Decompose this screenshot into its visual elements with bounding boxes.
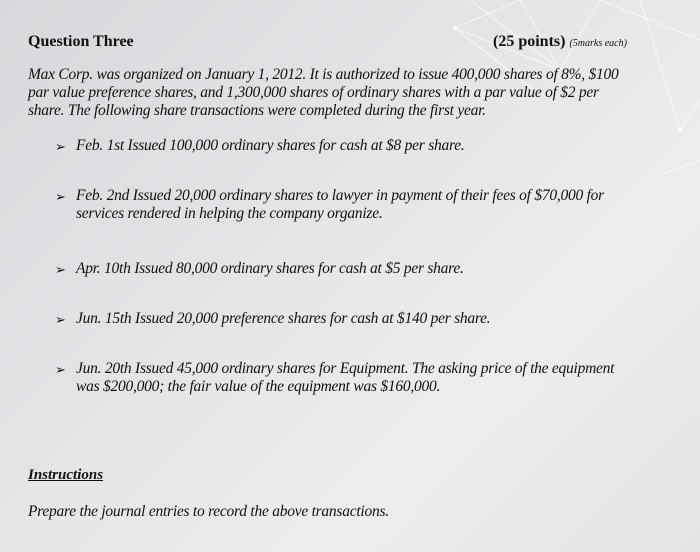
arrowhead-bullet-icon: ➢ <box>55 189 66 204</box>
transaction-line: was $200,000; the fair value of the equipment was $160,000. <box>76 378 441 395</box>
points-value: (25 points) <box>493 33 566 50</box>
transaction-line: Jun. 15th Issued 20,000 preference shares for cash at $140 per share. <box>76 310 491 327</box>
question-title: Question Three <box>28 33 134 50</box>
arrowhead-bullet-icon: ➢ <box>55 139 66 154</box>
instructions-text: Prepare the journal entries to record the above transactions. <box>28 503 389 520</box>
transaction-line: Feb. 1st Issued 100,000 ordinary shares for cash at $8 per share. <box>76 137 465 154</box>
transaction-line: Jun. 20th Issued 45,000 ordinary shares for Equipment. The asking price of the equipment <box>76 360 615 377</box>
marks-note: (5marks each) <box>569 38 627 49</box>
arrowhead-bullet-icon: ➢ <box>55 312 66 327</box>
transaction-line: Apr. 10th Issued 80,000 ordinary shares for cash at $5 per share. <box>76 260 464 277</box>
arrowhead-bullet-icon: ➢ <box>55 262 66 277</box>
intro-line: Max Corp. was organized on January 1, 2012. It is authorized to issue 400,000 shares of 8%, $100 <box>28 66 619 83</box>
intro-line: share. The following share transactions were completed during the first year. <box>28 102 486 119</box>
arrowhead-bullet-icon: ➢ <box>55 362 66 377</box>
instructions-heading: Instructions <box>28 467 104 483</box>
transaction-line: Feb. 2nd Issued 20,000 ordinary shares to lawyer in payment of their fees of $70,000 for <box>76 187 604 204</box>
intro-line: par value preference shares, and 1,300,000 shares of ordinary shares with a par value of $2 per <box>28 84 599 101</box>
transaction-line: services rendered in helping the company organize. <box>76 205 383 222</box>
points-label <box>493 33 627 51</box>
